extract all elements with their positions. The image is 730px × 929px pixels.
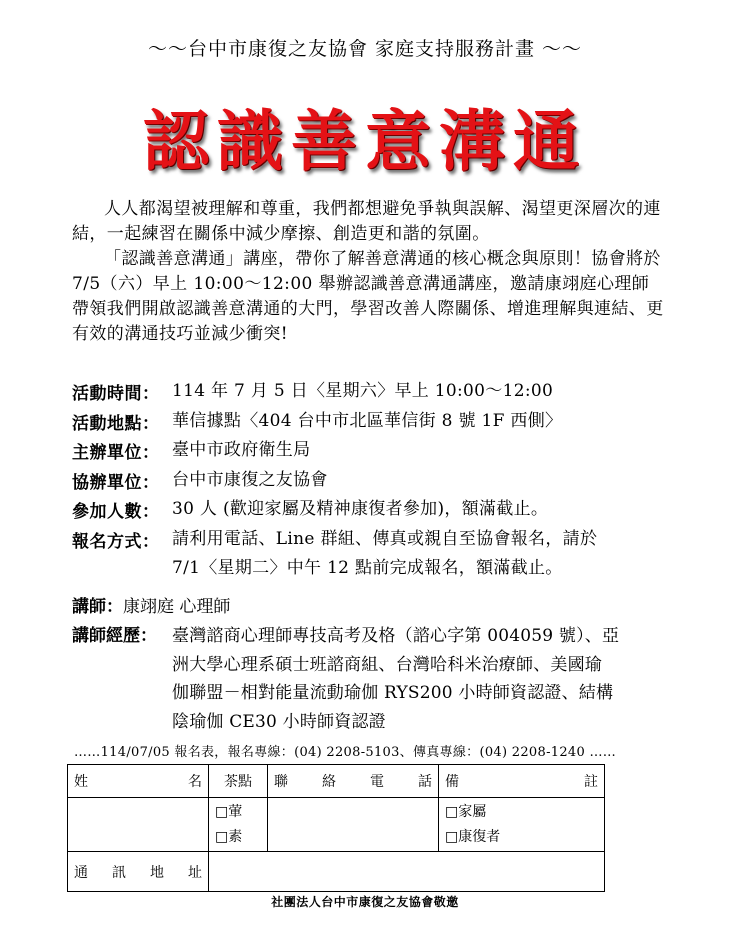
intro-paragraph-1: 人人都渴望被理解和尊重，我們都想避免爭執與誤解、渴望更深層次的連結，一起練習在關係中減少摩擦、創造更和諧的氛圍。 xyxy=(72,199,661,244)
address-cell[interactable] xyxy=(209,852,605,892)
experience-line: 臺灣諮商心理師專技高考及格（諮心字第 004059 號）、亞 xyxy=(172,626,620,646)
snack-option-veg[interactable]: □素 xyxy=(215,828,243,845)
phone-header: 聯 絡 電 話 xyxy=(268,765,439,798)
footer-signature: 社團法人台中市康復之友協會敬邀 xyxy=(271,895,459,909)
snack-option-meat[interactable]: □葷 xyxy=(215,803,243,820)
instructor-experience xyxy=(72,622,672,736)
header-line: ～～台中市康復之友協會 家庭支持服務計畫 ～～ xyxy=(147,38,583,60)
note-option-family[interactable]: □家屬 xyxy=(445,803,487,820)
note-option-recovered[interactable]: □康復者 xyxy=(445,828,501,845)
info-label: 參加人數： xyxy=(72,502,160,523)
name-cell[interactable] xyxy=(68,798,209,852)
info-value-continued: 7/1〈星期二〉中午 12 點前完成報名，額滿截止。 xyxy=(172,558,563,578)
info-value: 臺中市政府衛生局 xyxy=(172,440,311,460)
experience-label: 講師經歷： xyxy=(72,626,157,646)
note-header: 備 註 xyxy=(439,765,605,798)
event-info xyxy=(72,377,672,584)
experience-line: 伽聯盟－相對能量流動瑜伽 RYS200 小時師資認證、結構 xyxy=(172,683,614,703)
instructor-row xyxy=(72,593,672,622)
note-options xyxy=(439,798,605,852)
info-value: 請利用電話、Line 群組、傳真或親自至協會報名，請於 xyxy=(172,528,598,549)
info-value: 114 年 7 月 5 日〈星期六〉早上 10:00～12:00 xyxy=(172,381,554,401)
info-label: 活動時間： xyxy=(72,384,160,405)
address-header: 通 訊 地 址 xyxy=(68,852,209,892)
instructor-name: 康翊庭 心理師 xyxy=(123,597,231,617)
info-row-time xyxy=(72,377,672,407)
info-value: 華信據點〈404 台中市北區華信街 8 號 1F 西側〉 xyxy=(172,410,563,431)
name-header: 姓 名 xyxy=(68,765,209,798)
intro-paragraph-2: 「認識善意溝通」講座，帶你了解善意溝通的核心概念與原則！協會將於 7/5（六）早上 10:00～12:00 舉辦認識善意溝通講座，邀請康翊庭心理師帶領我們開啟認識善意溝通的大門，學習改善人際關係、增進理解與連結、更有效的溝通技巧並減少衝突! xyxy=(72,249,664,344)
form-address-row xyxy=(68,852,605,892)
experience-line: 陰瑜伽 CE30 小時師資認證 xyxy=(172,711,386,732)
snack-header: 茶點 xyxy=(209,765,268,798)
phone-cell[interactable] xyxy=(268,798,439,852)
info-row-registration xyxy=(72,525,672,555)
form-header-row xyxy=(68,765,605,798)
form-header: ……114/07/05 報名表，報名專線：(04) 2208-5103、傳真專線：(04) 2208-1240 …… xyxy=(74,745,617,760)
main-title: 認識善意溝通 xyxy=(143,102,587,180)
snack-options xyxy=(209,798,268,852)
info-row-organizer xyxy=(72,436,672,466)
info-row-location xyxy=(72,407,672,437)
info-value: 30 人 (歡迎家屬及精神康復者參加)，額滿截止。 xyxy=(172,499,549,519)
info-value: 台中市康復之友協會 xyxy=(172,469,328,490)
info-row-participants xyxy=(72,495,672,525)
instructor-section xyxy=(72,593,672,736)
info-row-co-organizer xyxy=(72,466,672,496)
info-label: 主辦單位： xyxy=(72,443,160,464)
info-label: 報名方式： xyxy=(72,531,160,552)
experience-lines xyxy=(172,622,619,736)
intro-text xyxy=(72,197,664,347)
instructor-label: 講師： xyxy=(72,597,123,617)
experience-line: 洲大學心理系碩士班諮商組、台灣哈科米治療師、美國瑜 xyxy=(172,654,602,675)
registration-form xyxy=(67,764,605,892)
form-entry-row xyxy=(68,798,605,852)
info-label: 協辦單位： xyxy=(72,472,160,493)
info-label: 活動地點： xyxy=(72,413,160,434)
